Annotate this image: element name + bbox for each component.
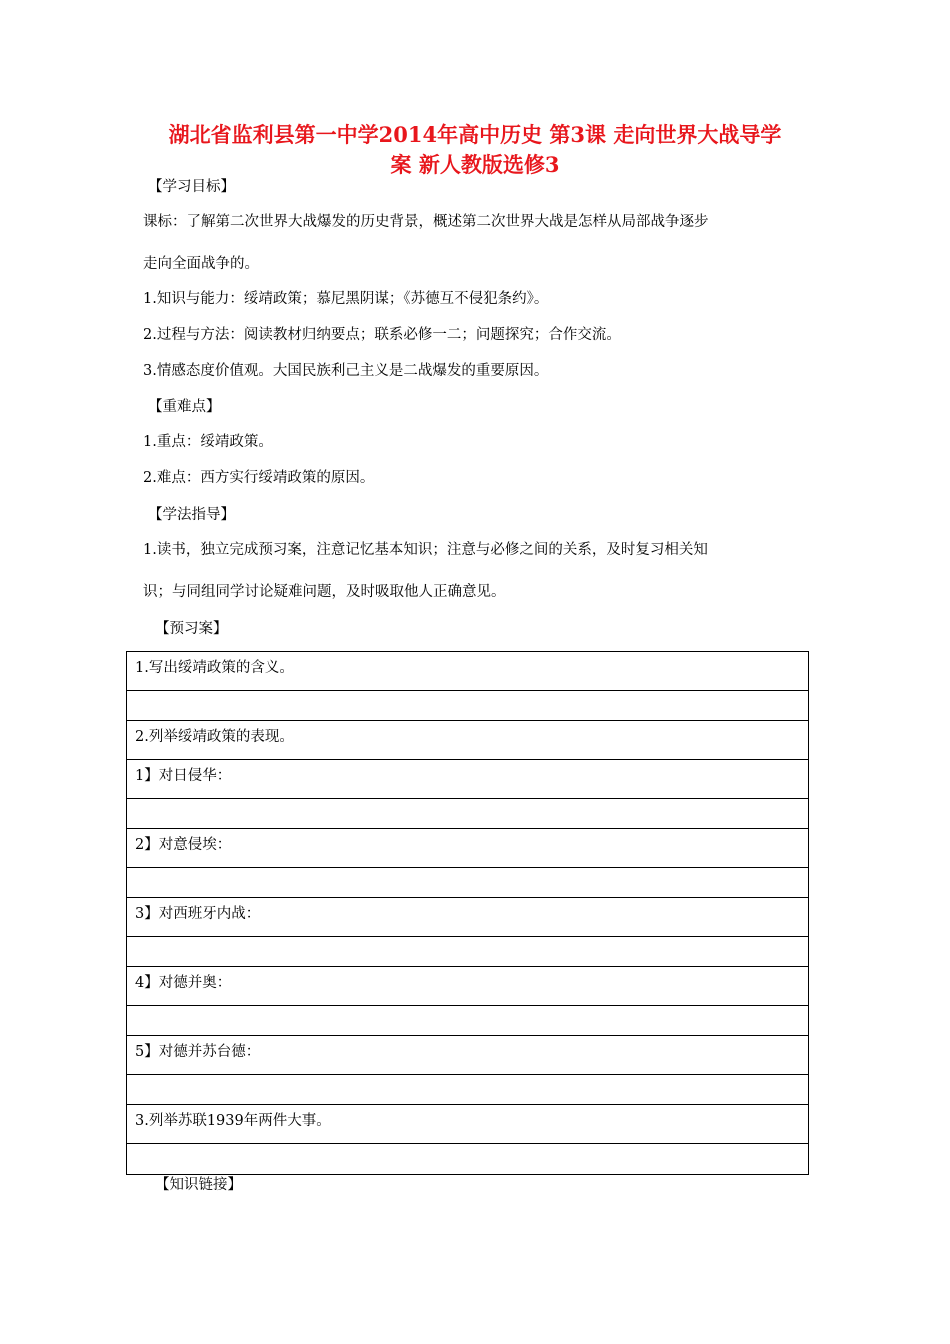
question-2-sub-3: 3】对西班牙内战： [127,898,809,937]
standard-line-1: 课标：了解第二次世界大战爆发的历史背景，概述第二次世界大战是怎样从局部战争逐步 [143,214,709,230]
preview-table [126,651,809,1175]
question-2-sub-2: 2】对意侵埃： [127,829,809,868]
answer-blank-2e[interactable] [127,1075,809,1105]
question-2-sub-5: 5】对德并苏台德： [127,1036,809,1075]
question-1: 1.写出绥靖政策的含义。 [127,652,809,691]
question-3: 3.列举苏联1939年两件大事。 [127,1105,809,1144]
answer-blank-2b[interactable] [127,868,809,898]
question-2-sub-4: 4】对德并奥： [127,967,809,1006]
answer-blank-2d[interactable] [127,1006,809,1036]
method-line-2: 识；与同组同学讨论疑难问题，及时吸取他人正确意见。 [143,584,506,600]
key-point: 1.重点：绥靖政策。 [143,434,273,450]
goal-attitude: 3.情感态度价值观。大国民族利己主义是二战爆发的重要原因。 [143,363,549,379]
question-2: 2.列举绥靖政策的表现。 [127,721,809,760]
goal-process: 2.过程与方法：阅读教材归纳要点；联系必修一二；问题探究；合作交流。 [143,327,621,343]
answer-blank-2c[interactable] [127,937,809,967]
knowledge-link-heading: 【知识链接】 [155,1177,242,1193]
answer-blank-2a[interactable] [127,799,809,829]
question-2-sub-1: 1】对日侵华： [127,760,809,799]
key-points-heading: 【重难点】 [148,399,221,415]
difficult-point: 2.难点：西方实行绥靖政策的原因。 [143,470,375,486]
method-line-1: 1.读书，独立完成预习案，注意记忆基本知识；注意与必修之间的关系，及时复习相关知 [143,542,708,558]
goal-knowledge: 1.知识与能力：绥靖政策；慕尼黑阴谋；《苏德互不侵犯条约》。 [143,291,549,307]
method-heading: 【学法指导】 [148,507,235,523]
preview-heading: 【预习案】 [155,621,228,637]
title-line-1: 湖北省监利县第一中学2014年高中历史 第3课 走向世界大战导学 [168,122,782,147]
standard-line-2: 走向全面战争的。 [143,256,259,272]
answer-blank-1[interactable] [127,691,809,721]
document-title [120,120,830,180]
goals-heading: 【学习目标】 [148,179,235,195]
answer-blank-3[interactable] [127,1144,809,1175]
title-line-2: 案 新人教版选修3 [390,152,560,177]
